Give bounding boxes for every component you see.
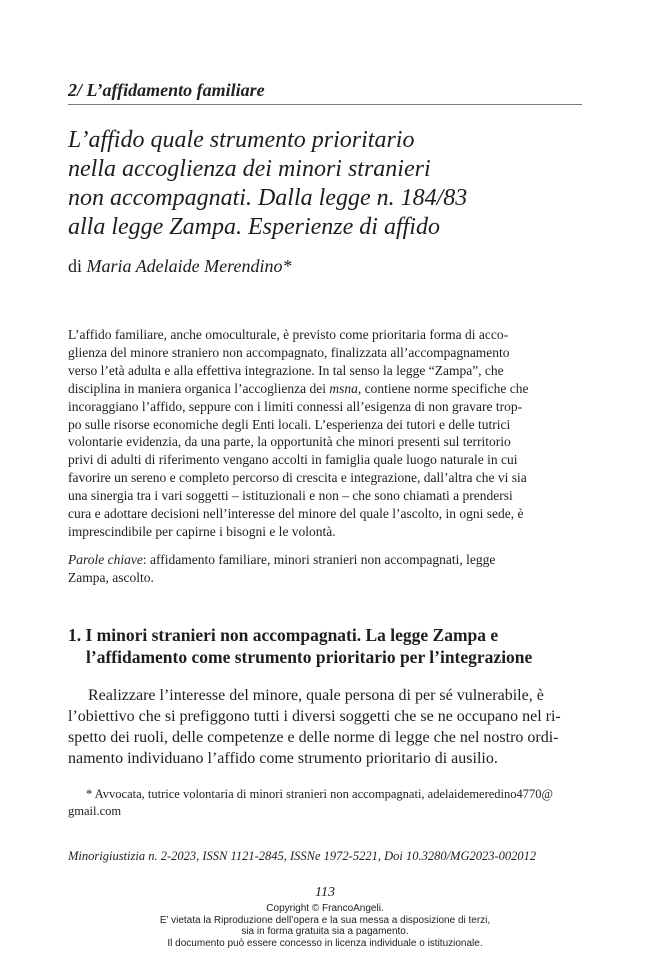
section-header: 2/ L’affidamento familiare (68, 80, 265, 100)
paragraph-line: spetto dei ruoli, delle competenze e delle norme di legge che nel nostro ordi- (68, 729, 559, 746)
header-divider (68, 104, 582, 105)
abstract-line: una sinergia tra i vari soggetti – istituzionali e non – che sono chiamati a prendersi (68, 488, 513, 504)
section-heading-line: l’affidamento come strumento prioritario per l’integrazione (86, 647, 533, 667)
abstract-line: imprescindibile per capirne i bisogni e le volontà. (68, 523, 336, 539)
abstract-line: glienza del minore straniero non accompagnato, finalizzata all’accompagnamento (68, 344, 510, 360)
title-line: nella accoglienza dei minori stranieri (68, 156, 431, 182)
abstract-line: po sulle risorse economiche degli Enti locali. L’esperienza dei tutori e delle tutrici (68, 416, 511, 432)
title-line: L’affido quale strumento prioritario (68, 127, 415, 153)
byline (68, 256, 291, 277)
body-paragraph (68, 685, 582, 769)
abstract (68, 326, 582, 541)
abstract-line: privi di adulti di riferimento vengano accolti in famiglia quale luogo naturale in cui (68, 452, 518, 468)
title-line: non accompagnati. Dalla legge n. 184/83 (68, 185, 468, 211)
footnote (68, 786, 582, 820)
paragraph-line: Realizzare l’interesse del minore, quale persona di per sé vulnerabile, è (88, 687, 544, 704)
abstract-line (68, 380, 582, 398)
paragraph-line: namento individuano l’affido come strumento prioritario di ausilio. (68, 750, 498, 767)
keywords-label: Parole chiave (68, 552, 143, 567)
journal-citation: Minorigiustizia n. 2-2023, ISSN 1121-2845, ISSNe 1972-5221, Doi 10.3280/MG2023-002012 (68, 849, 537, 863)
abstract-line: incoraggiano l’affido, seppure con i limiti connessi all’esigenza di non gravare trop- (68, 398, 523, 414)
keywords-text: : affidamento familiare, minori stranieri non accompagnati, legge (142, 552, 496, 567)
keywords (68, 551, 582, 587)
abstract-line: volontarie evidenzia, da una parte, la opportunità che minori presenti sul territorio (68, 434, 511, 450)
abstract-emphasis: msna (329, 380, 358, 396)
title-line: alla legge Zampa. Esperienze di affido (68, 214, 440, 240)
author-name: Maria Adelaide Merendino* (86, 256, 292, 276)
copyright-line: Il documento può essere concesso in licenza individuale o istituzionale. (167, 937, 483, 949)
page-number: 113 (315, 885, 335, 900)
paragraph-line: l’obiettivo che si prefiggono tutti i diversi soggetti che se ne occupano nel ri- (68, 708, 561, 725)
keywords-line: Zampa, ascolto. (68, 570, 154, 585)
keywords-line (68, 551, 582, 569)
abstract-text: disciplina in maniera organica l’accoglienza dei (68, 380, 330, 396)
abstract-line: verso l’età adulta e alla effettiva integrazione. In tal senso la legge “Zampa”, che (68, 362, 504, 378)
copyright-line: sia in forma gratuita sia a pagamento. (241, 926, 409, 937)
footnote-line: gmail.com (68, 804, 122, 818)
section-heading-line: 1. I minori stranieri non accompagnati. La legge Zampa e (68, 625, 499, 645)
abstract-line: L’affido familiare, anche omoculturale, è previsto come prioritaria forma di acco- (68, 327, 509, 342)
abstract-line: favorire un sereno e completo percorso di crescita e integrazione, dall’altra che vi sia (68, 470, 527, 486)
copyright-line: Copyright © FrancoAngeli. (266, 903, 384, 914)
footnote-line: * Avvocata, tutrice volontaria di minori stranieri non accompagnati, adelaidemeredino4770@ (86, 787, 554, 801)
byline-prefix: di (68, 256, 87, 276)
abstract-line: cura e adottare decisioni nell’interesse del minore del quale l’ascolto, in ogni sede, è (68, 506, 524, 522)
section-heading (68, 624, 582, 668)
copyright-line: E’ vietata la Riproduzione dell’opera e la sua messa a disposizione di terzi, (159, 914, 491, 926)
copyright-notice (0, 903, 650, 949)
abstract-text: , contiene norme specifiche che (357, 380, 529, 396)
article-title (68, 126, 582, 242)
